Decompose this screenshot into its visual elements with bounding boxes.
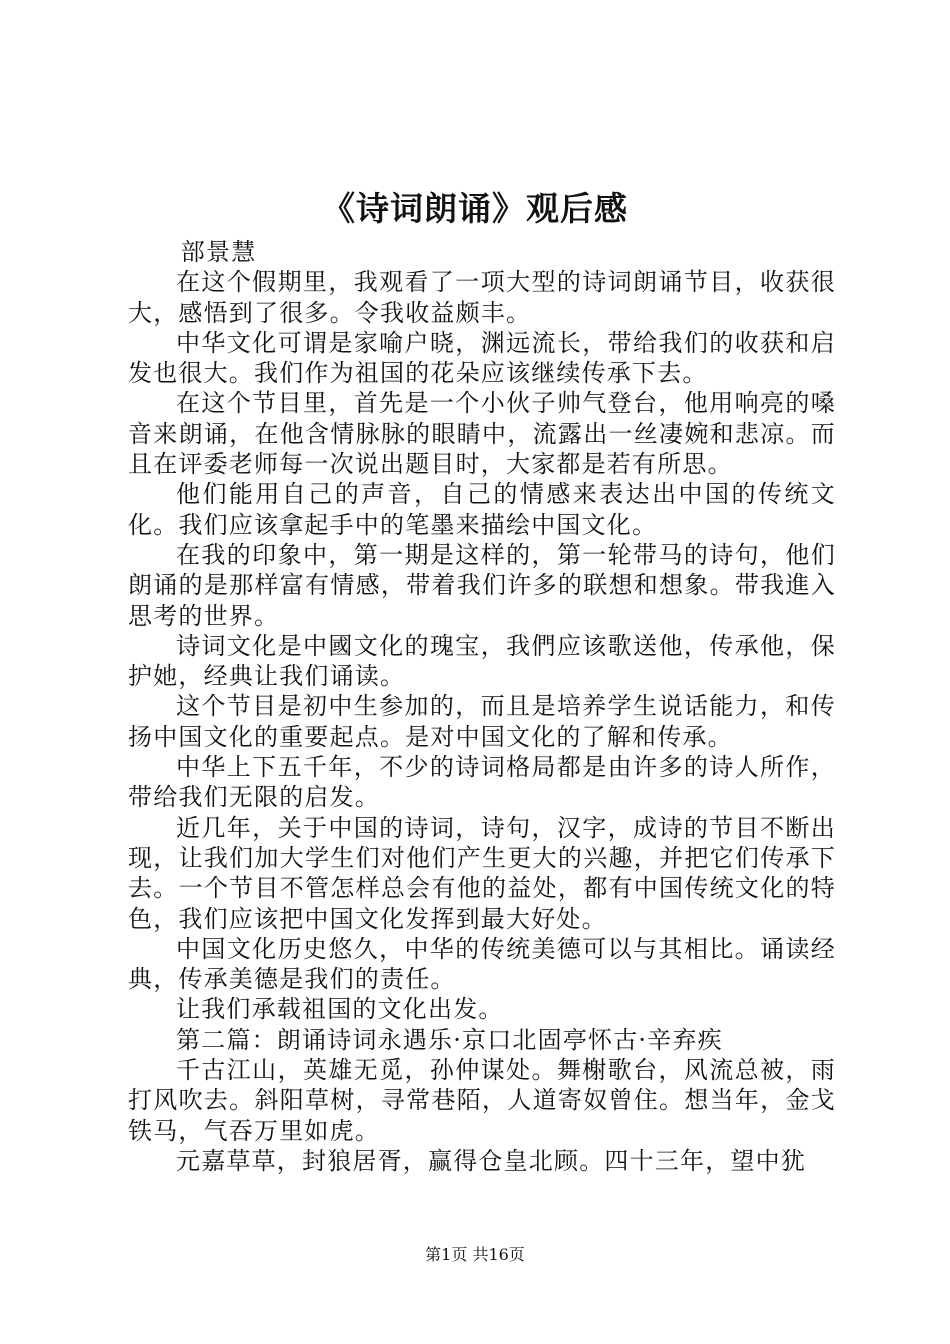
author-name: 部景慧 [180, 238, 257, 266]
page-footer: 第1页 共16页 [425, 1245, 525, 1264]
paragraph-6: 诗词文化是中國文化的瑰宝，我們应该歌送他，传承他，保护她，经典让我们诵读。 [128, 631, 836, 691]
paragraph-1: 在这个假期里，我观看了一项大型的诗词朗诵节目，收获很大，感悟到了很多。令我收益颇丰。 [128, 268, 836, 327]
document-body [128, 237, 836, 1176]
paragraph-10: 中国文化历史悠久，中华的传统美德可以与其相比。诵读经典，传承美德是我们的责任。 [128, 934, 836, 994]
paragraph-3: 在这个节目里，首先是一个小伙子帅气登台，他用响亮的嗓音来朗诵，在他含情脉脉的眼睛中，流露出一丝凄婉和悲凉。而且在评委老师每一次说出题目时，大家都是若有所思。 [128, 389, 836, 479]
paragraph-11: 让我们承载祖国的文化出发。 [176, 995, 504, 1024]
paragraph-8: 中华上下五千年，不少的诗词格局都是由许多的诗人所作，带给我们无限的启发。 [128, 753, 836, 812]
poem-stanza-2: 元嘉草草，封狼居胥，赢得仓皇北顾。四十三年，望中犹 [176, 1146, 806, 1175]
section-heading: 第二篇：朗诵诗词永遇乐·京口北固亭怀古·辛弃疾 [176, 1025, 723, 1054]
paragraph-7: 这个节目是初中生参加的，而且是培养学生说话能力，和传扬中国文化的重要起点。是对中国文化的了解和传承。 [128, 692, 836, 751]
paragraph-5: 在我的印象中，第一期是这样的，第一轮带马的诗句，他们朗诵的是那样富有情感，带着我们许多的联想和想象。带我進入思考的世界。 [128, 540, 836, 630]
poem-stanza-1: 千古江山，英雄无觅，孙仲谋处。舞榭歌台，风流总被，雨打风吹去。斜阳草树，寻常巷陌，人道寄奴曾住。想当年，金戈铁马，气吞万里如虎。 [128, 1056, 836, 1145]
paragraph-4: 他们能用自己的声音，自己的情感来表达出中国的传统文化。我们应该拿起手中的笔墨来描绘中国文化。 [128, 480, 836, 539]
document-title: 《诗词朗诵》观后感 [322, 189, 628, 228]
paragraph-2: 中华文化可谓是家喻户晓，渊远流长，带给我们的收获和启发也很大。我们作为祖国的花朵应该继续传承下去。 [128, 328, 836, 388]
paragraph-9: 近几年，关于中国的诗词，诗句，汉字，成诗的节目不断出现，让我们加大学生们对他们产生更大的兴趣，并把它们传承下去。一个节目不管怎样总会有他的益处，都有中国传统文化的特色，我们应该把中国文化发挥到最大好处。 [128, 813, 836, 933]
